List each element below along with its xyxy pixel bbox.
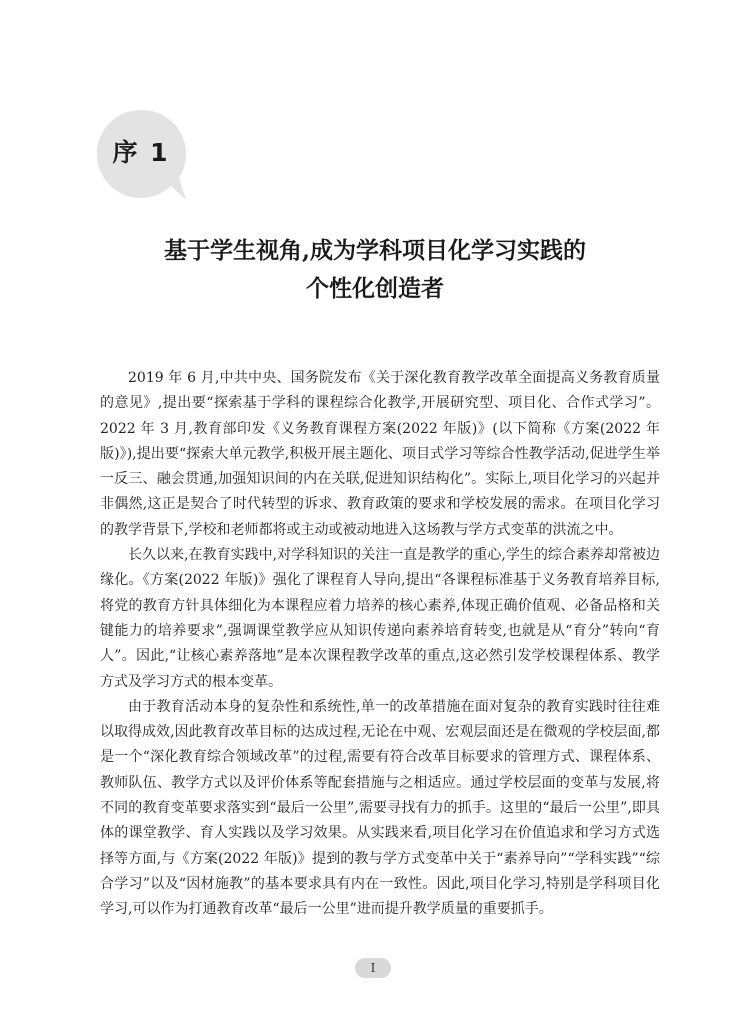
body-text [100, 366, 660, 923]
title-line-1: 基于学生视角,成为学科项目化学习实践的 [163, 237, 586, 264]
paragraph: 由于教育活动本身的复杂性和系统性,单一的改革措施在面对复杂的教育实践时往往难以取得成效,因此教育改革目标的达成过程,无论在中观、宏观层面还是在微观的学校层面,都是一个“深化教育综合领域改革”的过程,需要有符合改革目标要求的管理方式、课程体系、教师队伍、教学方式以及评价体系等配套措施与之相适应。通过学校层面的变革与发展,将不同的教育变革要求落实到“最后一公里”,需要寻找有力的抓手。这里的“最后一公里”,即具体的课堂教学、育人实践以及学习效果。从实践来看,项目化学习在价值追求和学习方式选择等方面,与《方案(2022 年版)》提到的教与学方式变革中关于“素养导向”“学科实践”“综合学习”以及“因材施教”的基本要求具有内在一致性。因此,项目化学习,特别是学科项目化学习,可以作为打通教育改革“最后一公里”进而提升教学质量的重要抓手。 [100, 698, 660, 918]
page-title [0, 232, 750, 308]
chapter-badge [93, 108, 189, 204]
paragraph: 2019 年 6 月,中共中央、国务院发布《关于深化教育教学改革全面提高义务教育质量的意见》,提出要“探索基于学科的课程综合化教学,开展研究型、项目化、合作式学习”。2022 年 3 月,教育部印发《义务教育课程方案(2022 年版)》(以下简称《方案(2022 年版)》),提出要“探索大单元教学,积极开展主题化、项目式学习等综合性教学活动,促进学生举一反三、融会贯通,加强知识间的内在关联,促进知识结构化”。实际上,项目化学习的兴起并非偶然,这正是契合了时代转型的诉求、教育政策的要求和学校发展的需求。在项目化学习的教学背景下,学校和老师都将或主动或被动地进入这场教与学方式变革的洪流之中。 [100, 370, 660, 538]
chapter-label: 序 1 [112, 138, 170, 167]
page-number: I [355, 958, 391, 978]
paragraph: 长久以来,在教育实践中,对学科知识的关注一直是教学的重心,学生的综合素养却常被边缘化。《方案(2022 年版)》强化了课程育人导向,提出“各课程标准基于义务教育培养目标,将党的教育方针具体细化为本课程应着力培养的核心素养,体现正确价值观、必备品格和关键能力的培养要求”,强调课堂教学应从知识传递向素养培育转变,也就是从“育分”转向“育人”。因此,“让核心素养落地”是本次课程教学改革的重点,这必然引发学校课程体系、教学方式及学习方式的根本变革。 [100, 547, 660, 690]
title-line-2: 个性化创造者 [306, 275, 444, 302]
